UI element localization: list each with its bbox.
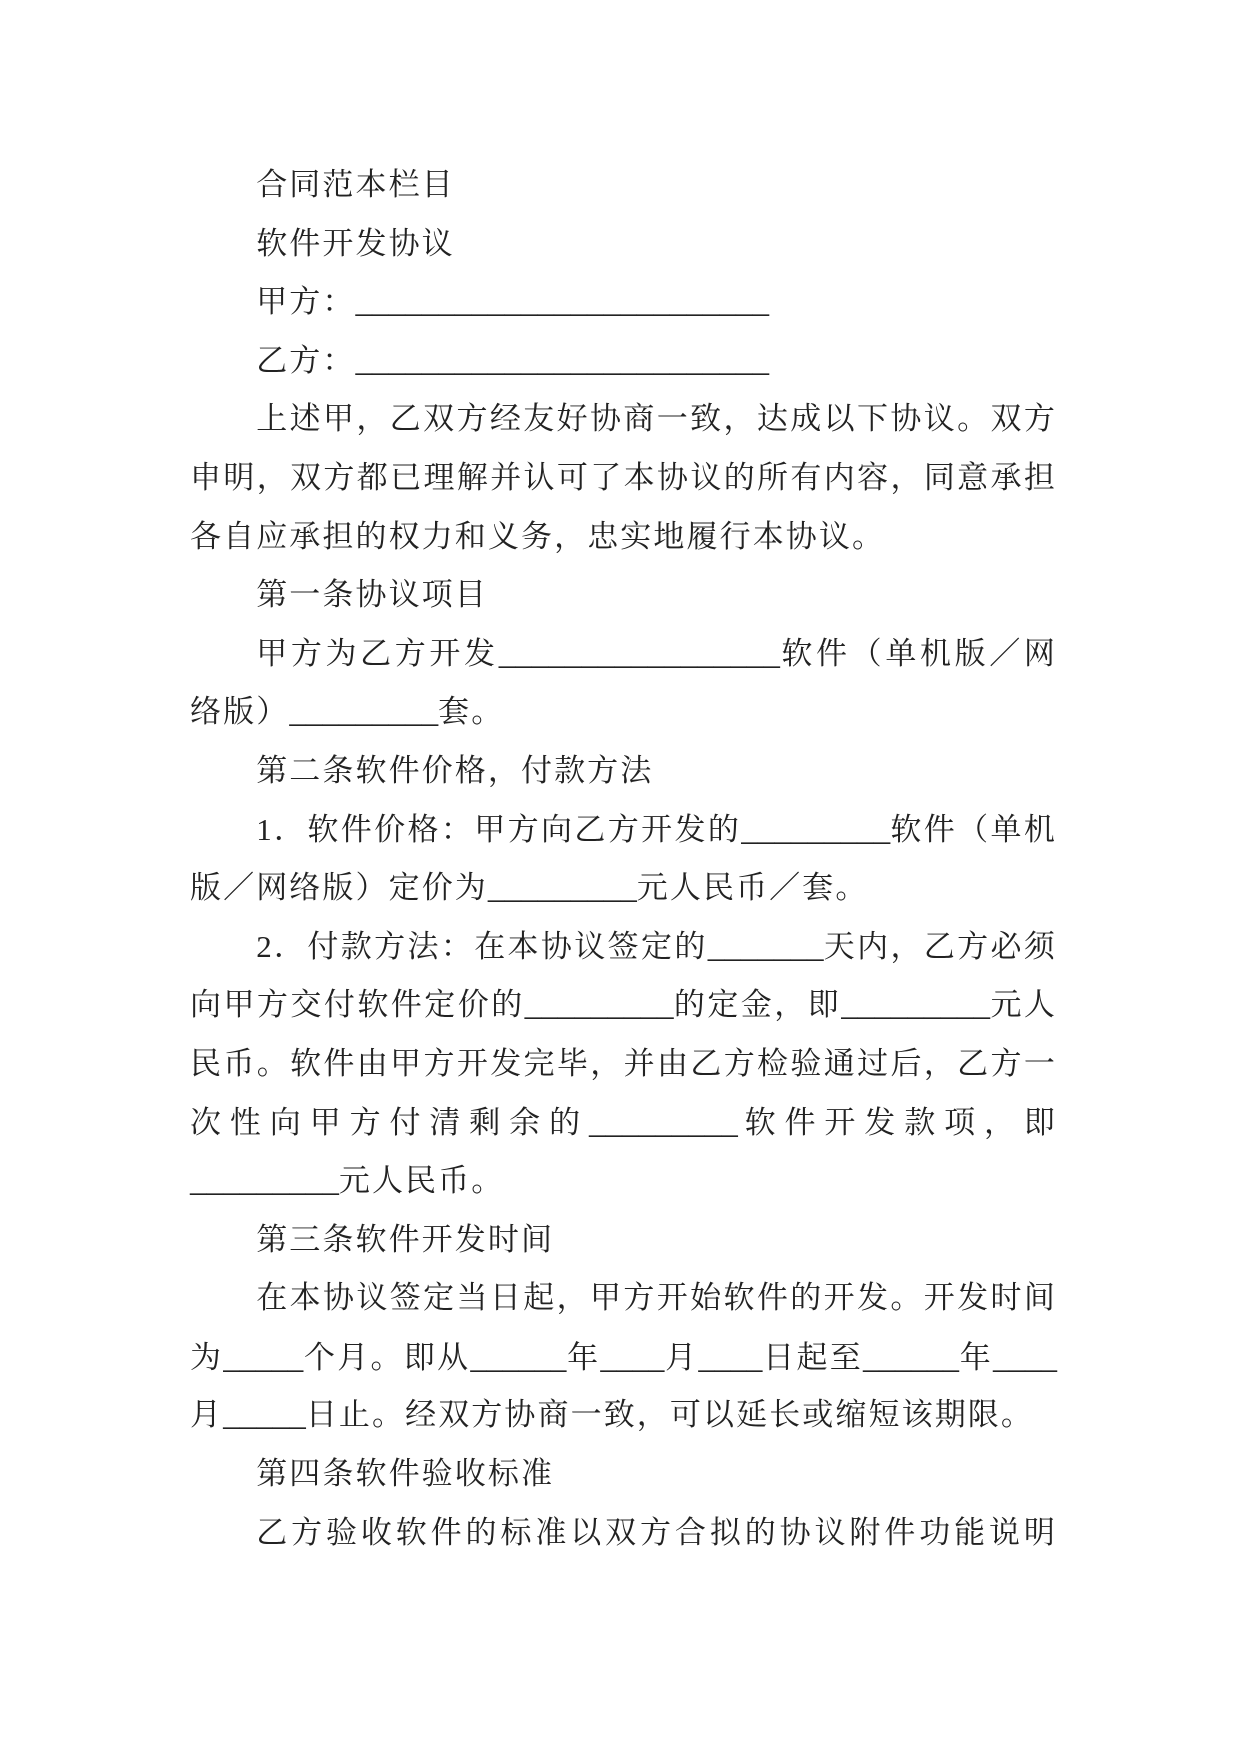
paragraph-line xyxy=(190,683,1057,742)
text-segment: 甲方为乙方开发 xyxy=(256,635,499,671)
text-segment: 日起至 xyxy=(762,1339,863,1375)
party-b-blank: _________________________ xyxy=(355,342,769,379)
paragraph-line xyxy=(190,801,1057,860)
paragraph-line xyxy=(190,1035,1057,1094)
text-segment: 为 xyxy=(190,1339,224,1375)
blank-field: _______ xyxy=(707,928,824,965)
paragraph-line xyxy=(190,1269,1057,1328)
text-segment: 的定金，即 xyxy=(673,987,842,1023)
contract-title: 软件开发协议 xyxy=(256,225,455,261)
text-segment: 软件（单机版／网 xyxy=(779,635,1057,671)
text-segment: 络版） xyxy=(190,694,290,730)
blank-field: ____ xyxy=(698,1338,763,1375)
text-segment: 在本协议签定当日起，甲方开始软件的开发。开发时间 xyxy=(256,1280,1057,1316)
paragraph-line xyxy=(190,1504,1057,1563)
text-segment: 天内，乙方必须 xyxy=(823,928,1057,964)
party-a-label: 甲方： xyxy=(256,284,356,320)
blank-field: ______ xyxy=(470,1338,567,1375)
preamble-line: 上述甲，乙双方经友好协商一致，达成以下协议。双方 xyxy=(256,401,1057,437)
article-heading: 第三条软件开发时间 xyxy=(256,1221,555,1257)
text-segment: 月 xyxy=(664,1339,699,1375)
paragraph-line xyxy=(190,625,1057,684)
text-segment: 年 xyxy=(566,1339,601,1375)
text-segment: 1．软件价格：甲方向乙方开发的 xyxy=(256,811,742,847)
paragraph-line xyxy=(190,976,1057,1035)
paragraph-line xyxy=(190,859,1057,918)
text-segment: 元人民币／套。 xyxy=(636,870,869,906)
text-segment: 日止。经双方协商一致，可以延长或缩短该期限。 xyxy=(305,1397,1035,1433)
party-b-line xyxy=(190,332,1057,391)
article-heading: 第四条软件验收标准 xyxy=(256,1456,555,1492)
party-b-label: 乙方： xyxy=(256,342,356,378)
blank-field: _________ xyxy=(841,987,991,1024)
text-segment: 民币。软件由甲方开发完毕，并由乙方检验通过后，乙方一 xyxy=(190,1045,1057,1081)
article-heading: 第二条软件价格，付款方法 xyxy=(256,752,654,788)
blank-field: _________ xyxy=(524,987,674,1024)
text-segment: 次性向甲方付清剩余的 xyxy=(190,1104,589,1140)
party-a-blank: _________________________ xyxy=(355,284,769,321)
contract-body xyxy=(190,156,1057,1562)
column-label: 合同范本栏目 xyxy=(256,167,455,202)
text-segment: 向甲方交付软件定价的 xyxy=(190,987,525,1023)
blank-field: ____ xyxy=(600,1338,665,1375)
text-segment: 月 xyxy=(190,1397,224,1433)
blank-field: _________ xyxy=(289,694,439,731)
text-segment: 元人民币。 xyxy=(338,1163,505,1199)
blank-field: ______ xyxy=(862,1338,959,1375)
paragraph-line xyxy=(190,1386,1057,1445)
text-segment: 版／网络版）定价为 xyxy=(190,870,488,906)
text-segment: 元人 xyxy=(990,987,1058,1023)
text-segment: 软件（单机 xyxy=(890,811,1058,847)
text-segment: 2．付款方法：在本协议签定的 xyxy=(256,928,708,964)
paragraph-line xyxy=(190,918,1057,977)
blank-field: _________ xyxy=(741,811,891,848)
blank-field: _________ xyxy=(588,1104,738,1141)
text-segment: 套。 xyxy=(438,694,505,730)
preamble-line: 各自应承担的权力和义务，忠实地履行本协议。 xyxy=(190,518,886,554)
paragraph-line xyxy=(190,1328,1057,1387)
article-heading: 第一条协议项目 xyxy=(256,577,488,613)
text-segment: 个月。即从 xyxy=(303,1339,471,1375)
paragraph-line xyxy=(190,1094,1057,1153)
text-segment: 年 xyxy=(958,1339,994,1375)
blank-field: _________________ xyxy=(498,635,780,672)
party-a-line xyxy=(190,273,1057,332)
blank-field: _________ xyxy=(487,870,637,907)
blank-field: _____ xyxy=(223,1338,304,1375)
text-segment: 软件开发款项，即 xyxy=(737,1104,1057,1140)
blank-field: _________ xyxy=(190,1163,339,1200)
preamble-line: 申明，双方都已理解并认可了本协议的所有内容，同意承担 xyxy=(190,459,1057,495)
blank-field: ____ xyxy=(993,1338,1058,1375)
paragraph-line xyxy=(190,1152,1057,1211)
text-segment: 乙方验收软件的标准以双方合拟的协议附件功能说明 xyxy=(256,1514,1057,1550)
blank-field: _____ xyxy=(223,1397,306,1434)
